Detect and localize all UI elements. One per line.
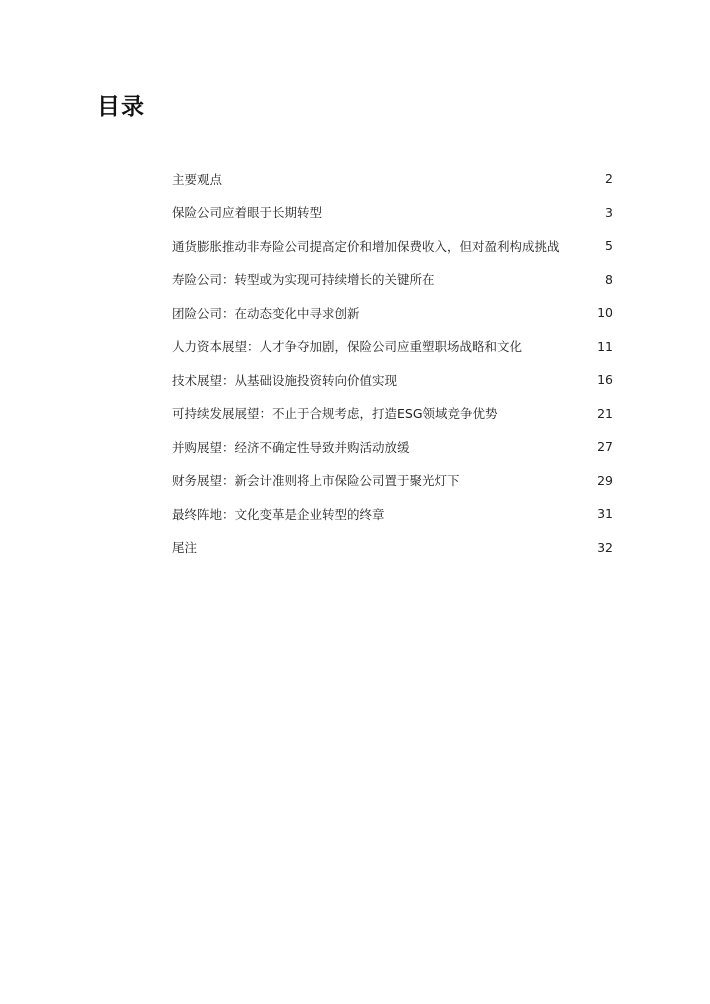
toc-entry[interactable] bbox=[172, 162, 613, 196]
toc-entry-title: 尾注 bbox=[172, 540, 198, 556]
table-of-contents bbox=[172, 162, 613, 564]
toc-entry-title: 寿险公司：转型或为实现可持续增长的关键所在 bbox=[172, 272, 435, 288]
toc-entry-title: 人力资本展望：人才争夺加剧，保险公司应重塑职场战略和文化 bbox=[172, 339, 523, 355]
toc-entry[interactable] bbox=[172, 430, 613, 464]
toc-entry[interactable] bbox=[172, 196, 613, 230]
toc-entry[interactable] bbox=[172, 363, 613, 397]
toc-entry[interactable] bbox=[172, 330, 613, 364]
toc-entry[interactable] bbox=[172, 397, 613, 431]
toc-entry-page: 29 bbox=[597, 472, 613, 488]
toc-entry-title: 可持续发展展望：不止于合规考虑，打造ESG领域竞争优势 bbox=[172, 406, 498, 422]
toc-entry-page: 27 bbox=[597, 439, 613, 455]
toc-entry-title: 通货膨胀推动非寿险公司提高定价和增加保费收入，但对盈利构成挑战 bbox=[172, 238, 560, 254]
toc-entry-page: 10 bbox=[597, 305, 613, 321]
toc-entry-title: 最终阵地：文化变革是企业转型的终章 bbox=[172, 506, 385, 522]
toc-entry-title: 团险公司：在动态变化中寻求创新 bbox=[172, 305, 360, 321]
toc-entry-title: 技术展望：从基础设施投资转向价值实现 bbox=[172, 372, 398, 388]
toc-entry-page: 32 bbox=[597, 539, 613, 555]
toc-entry-title: 并购展望：经济不确定性导致并购活动放缓 bbox=[172, 439, 410, 455]
toc-entry-page: 21 bbox=[597, 405, 613, 421]
toc-entry-title: 保险公司应着眼于长期转型 bbox=[172, 205, 323, 221]
toc-entry-page: 3 bbox=[605, 204, 613, 220]
page-title: 目录 bbox=[97, 94, 145, 120]
toc-entry[interactable] bbox=[172, 263, 613, 297]
toc-entry-page: 16 bbox=[597, 372, 613, 388]
toc-entry-title: 财务展望：新会计准则将上市保险公司置于聚光灯下 bbox=[172, 473, 460, 489]
toc-entry-page: 2 bbox=[605, 171, 613, 187]
toc-entry[interactable] bbox=[172, 464, 613, 498]
toc-entry-page: 31 bbox=[597, 506, 613, 522]
toc-entry[interactable] bbox=[172, 296, 613, 330]
toc-entry[interactable] bbox=[172, 531, 613, 565]
toc-entry-page: 8 bbox=[605, 271, 613, 287]
toc-entry[interactable] bbox=[172, 497, 613, 531]
toc-entry[interactable] bbox=[172, 229, 613, 263]
toc-entry-title: 主要观点 bbox=[172, 171, 223, 187]
toc-entry-page: 5 bbox=[605, 238, 613, 254]
toc-entry-page: 11 bbox=[597, 338, 613, 354]
